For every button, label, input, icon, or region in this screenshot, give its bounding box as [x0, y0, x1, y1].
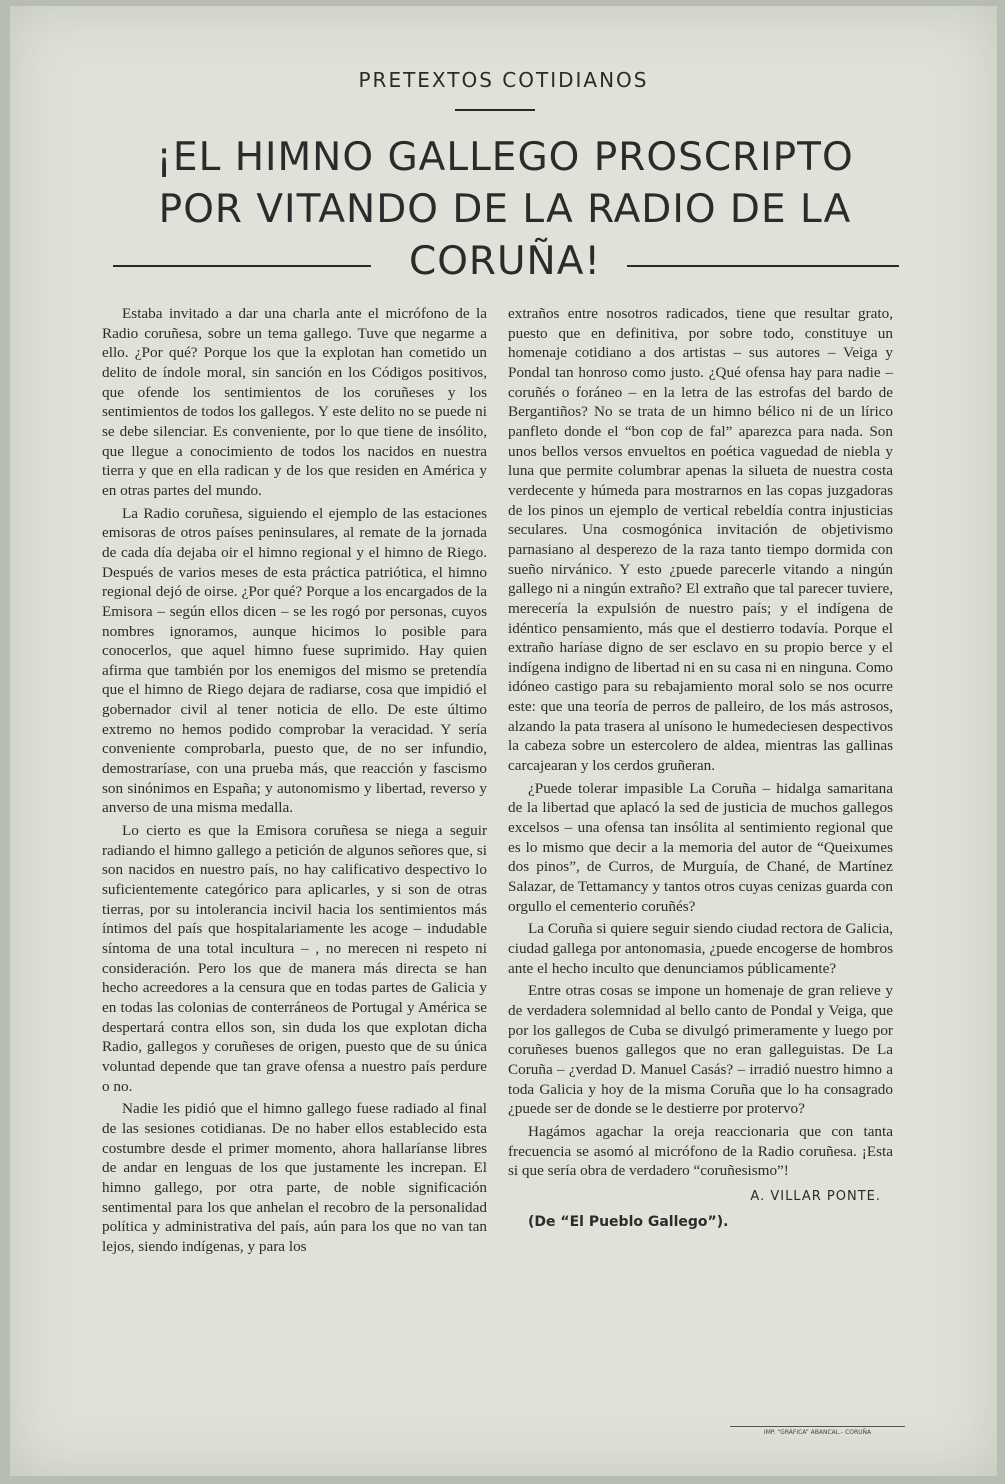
document-page — [10, 6, 997, 1476]
article-column-left — [102, 304, 487, 1260]
paragraph: Entre otras cosas se impone un homenaje de gran relieve y de verdadera solemnidad al bello canto de Pondal y Veiga, que por los gallegos de Cuba se divulgó primeramente y luego por coruñeses buenos gallegos que no eran galleguistas. De La Coruña – ¿verdad D. Manuel Casás? – irradió nuestro himno a toda Galicia y hoy de la misma Coruña que lo ha consagrado ¿puede ser de donde se le destierre por protervo? — [508, 982, 893, 1118]
paragraph: Hagámos agachar la oreja reaccionaria que con tanta frecuencia se asomó al micrófono de la Radio coruñesa. ¡Esta si que sería obra de verdadero “coruñesismo”! — [508, 1122, 893, 1180]
headline — [100, 132, 910, 236]
headline-line-2: POR VITANDO DE LA RADIO DE LA — [158, 187, 852, 232]
source-credit: (De “El Pueblo Gallego”). — [528, 1213, 729, 1230]
section-title: PRETEXTOS COTIDIANOS — [358, 68, 649, 92]
paragraph: extraños entre nosotros radicados, tiene que resultar grato, puesto que en definitiva, por sobre todo, constituye un homenaje cotidiano a dos artistas – sus autores – Veiga y Pondal tan honroso como justo. ¿Qué ofensa hay para nadie – coruñés o foráneo – en la letra de las estrofas del bardo de Bergantiños? No se trata de un himno bélico ni de un lírico panfleto donde el “bon cop de fal” aparezca para nada. Son unos bellos versos envueltos en poética vaguedad de niebla y luna que permite columbrar apenas la silueta de nuestra costa verdecente y húmeda para mostrarnos en las copas juzgadoras de los pinos un ejemplo de vertical rebeldía contra injusticias seculares. Una cosmogónica invitación de objetivismo parnasiano al desperezo de la raza tanto tiempo dormida con sueño nirvánico. Y esto ¿puede parecerle vitando a ningún gallego ni a ningún extraño? El extraño que tal parecer tuviere, merecería la expulsión de nuestro país; y el indígena de idéntico pensamiento, más que el destierro todavía. Porque el extraño haríase digno de ser esclavo en su propio berce y el indígena indigno de libertad ni en su casa ni en ninguna. Como idóneo castigo para su rebajamiento moral solo se nos ocurre este: que una teoría de perros de palleiro, de los más astrosos, alzando la pata trasera al unísono le humedeciesen despectivos la cabeza sobre un estercolero de aldea, mientras las gallinas carcajearan y los cerdos gruñeran. — [508, 305, 893, 775]
paragraph: Lo cierto es que la Emisora coruñesa se niega a seguir radiando el himno gallego a petición de algunos señores que, si son nacidos en nuestro país, no hay calificativo despectivo lo suficientemente categórico para aplicarles, y si son de otras tierras, por su intolerancia incivil hacia los sentimientos más íntimos del país que hospitalariamente les acoge – indudable síntoma de una total incultura – , no merecen ni respeto ni consideración. Pero los que de manera más directa se han hecho acreedores a la censura que en todas partes de Galicia y en todas las colonias de conterráneos de Portugal y América se despertará contra ellos son, sin duda los que explotan dicha Radio, gallegos y coruñeses de origen, puesto que de su única voluntad depende que tan grave ofensa a nuestro país perdure o no. — [102, 822, 487, 1095]
printer-imprint: IMP. “GRÁFICA” ABANCAL.- CORUÑA — [730, 1426, 905, 1436]
paragraph: La Coruña si quiere seguir siendo ciudad rectora de Galicia, ciudad gallega por antonomasia, ¿puede encogerse de hombros ante el hecho inculto que denunciamos públicamente? — [508, 920, 893, 977]
paragraph: Estaba invitado a dar una charla ante el micrófono de la Radio coruñesa, sobre un tema gallego. Tuve que negarme a ello. ¿Por qué? Porque los que la explotan han cometido un delito de índole moral, sin sanción en los Códigos positivos, que ofende los sentimientos de los coruñeses y los sentimientos de todos los gallegos. Y este delito no se puede ni se debe silenciar. Es conveniente, por lo que tiene de insólito, que llegue a conocimiento de todos los nacidos en nuestra tierra y que en ella radican y de los que residen en América y en otras partes del mundo. — [102, 305, 487, 499]
headline-line-3: CORUÑA! — [408, 239, 602, 284]
headline-row-3 — [100, 236, 910, 288]
headline-rule-right — [627, 265, 899, 267]
author-signature: A. VILLAR PONTE. — [750, 1188, 881, 1204]
section-divider — [455, 109, 535, 111]
paragraph: Nadie les pidió que el himno gallego fuese radiado al final de las sesiones cotidianas. De no haber ellos establecido esta costumbre desde el primer momento, ahora hallaríanse libres de andar en lenguas de los que justamente les increpan. El himno gallego, por otra parte, de noble significación sentimental para los que anhelan el recobro de la personalidad política y administrativa del país, aún para los que no van tan lejos, siendo indígenas, y para los — [102, 1100, 487, 1255]
paragraph: La Radio coruñesa, siguiendo el ejemplo de las estaciones emisoras de otros países peninsulares, al remate de la jornada de cada día dejaba oir el himno regional y el himno de Riego. Después de varios meses de esta práctica patriótica, el himno regional dejó de oirse. ¿Por qué? Porque a los encargados de la Emisora – según ellos dicen – se les rogó por personas, cuyos nombres ignoramos, aunque hicimos lo posible para conocerlos, que aquel himno fuese suprimido. Hay quien afirma que también por los enemigos del mismo se pretendía que el himno de Riego dejara de radiarse, cosa que impidió el gobernador civil al tener noticia de ello. De este último extremo no hemos podido comprobar la veracidad. Y sería conveniente comprobarla, puesto que, de no ser infundio, demostraríase, con una prueba más, que reacción y fascismo son sinónimos en España; y autonomismo y libertad, reverso y anverso de una misma medalla. — [102, 504, 487, 817]
article-column-right — [508, 304, 893, 1232]
paragraph: ¿Puede tolerar impasible La Coruña – hidalga samaritana de la libertad que aplacó la sed de justicia de muchos gallegos excelsos – una ofensa tan insólita al sentimiento regional que es lo mismo que decir a la memoria del autor de “Queixumes dos pinos”, de Curros, de Murguía, de Chané, de Martínez Salazar, de Tettamancy y tantos otros cuyas cenizas guarda con orgullo el cementerio coruñés? — [508, 779, 893, 915]
headline-line-1: ¡EL HIMNO GALLEGO PROSCRIPTO — [156, 135, 854, 180]
